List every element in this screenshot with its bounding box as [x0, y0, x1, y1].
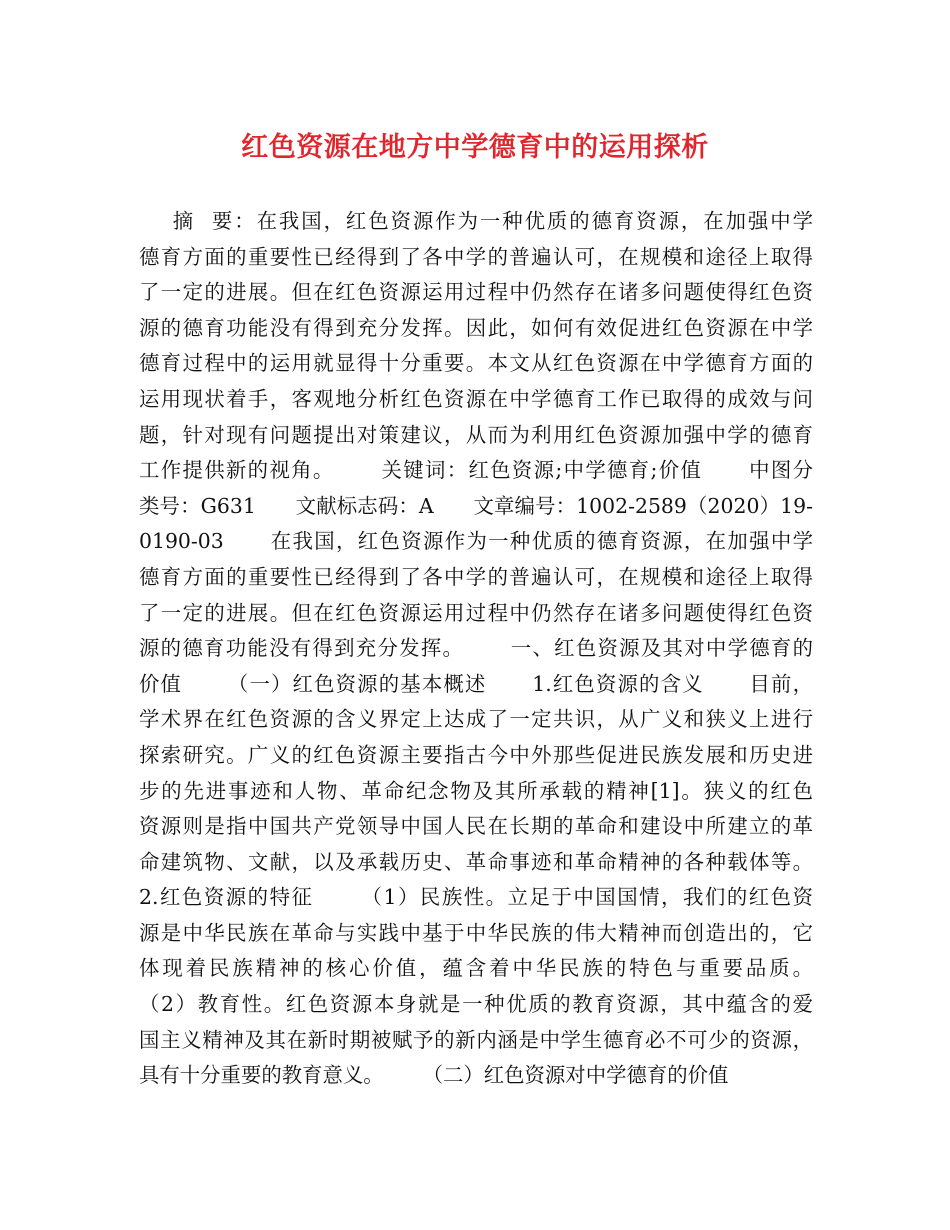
document-title: 红色资源在地方中学德育中的运用探析 [241, 132, 709, 163]
text-line: 了一定的进展。但在红色资源运用过程中仍然存在诸多问题使得红色资 [139, 280, 813, 305]
text-line: 题，针对现有问题提出对策建议，从而为利用红色资源加强中学的德育 [139, 422, 813, 447]
text-line: 了一定的进展。但在红色资源运用过程中仍然存在诸多问题使得红色资 [139, 600, 813, 625]
text-line: 2.红色资源的特征 （1）民族性。立足于中国国情，我们的红色资 [139, 885, 813, 910]
text-line: 具有十分重要的教育意义。 （二）红色资源对中学德育的价值 [139, 1063, 729, 1088]
document-body [139, 204, 813, 1094]
text-line: 运用现状着手，客观地分析红色资源在中学德育工作已取得的成效与问 [139, 386, 813, 411]
text-line: 步的先进事迹和人物、革命纪念物及其所承载的精神[1]。狭义的红色 [139, 778, 813, 803]
text-line: 探索研究。广义的红色资源主要指古今中外那些促进民族发展和历史进 [139, 742, 813, 767]
text-line: 工作提供新的视角。 关键词：红色资源;中学德育;价值 中图分 [139, 458, 813, 483]
text-line: 德育方面的重要性已经得到了各中学的普遍认可，在规模和途径上取得 [139, 564, 813, 589]
text-line: 价值 （一）红色资源的基本概述 1.红色资源的含义 目前， [139, 671, 813, 696]
text-line: 体现着民族精神的核心价值，蕴含着中华民族的特色与重要品质。 [139, 956, 813, 981]
text-line: 类号：G631 文献标志码：A 文章编号：1002-2589（2020）19- [139, 493, 813, 518]
text-line: 德育方面的重要性已经得到了各中学的普遍认可，在规模和途径上取得 [139, 244, 813, 269]
text-line: 学术界在红色资源的含义界定上达成了一定共识，从广义和狭义上进行 [139, 707, 813, 732]
text-line: 命建筑物、文献，以及承载历史、革命事迹和革命精神的各种载体等。 [139, 849, 813, 874]
text-line: （2）教育性。红色资源本身就是一种优质的教育资源，其中蕴含的爱 [139, 992, 813, 1017]
text-line: 摘 要：在我国，红色资源作为一种优质的德育资源，在加强中学 [139, 209, 813, 233]
text-line: 源的德育功能没有得到充分发挥。因此，如何有效促进红色资源在中学 [139, 315, 813, 340]
text-line: 0190-03 在我国，红色资源作为一种优质的德育资源，在加强中学 [139, 529, 813, 554]
text-line: 资源则是指中国共产党领导中国人民在长期的革命和建设中所建立的革 [139, 814, 813, 839]
text-line: 国主义精神及其在新时期被赋予的新内涵是中学生德育必不可少的资源， [139, 1027, 813, 1052]
text-line: 德育过程中的运用就显得十分重要。本文从红色资源在中学德育方面的 [139, 351, 813, 376]
text-line: 源是中华民族在革命与实践中基于中华民族的伟大精神而创造出的，它 [139, 920, 813, 945]
text-line: 源的德育功能没有得到充分发挥。 一、红色资源及其对中学德育的 [139, 636, 813, 661]
